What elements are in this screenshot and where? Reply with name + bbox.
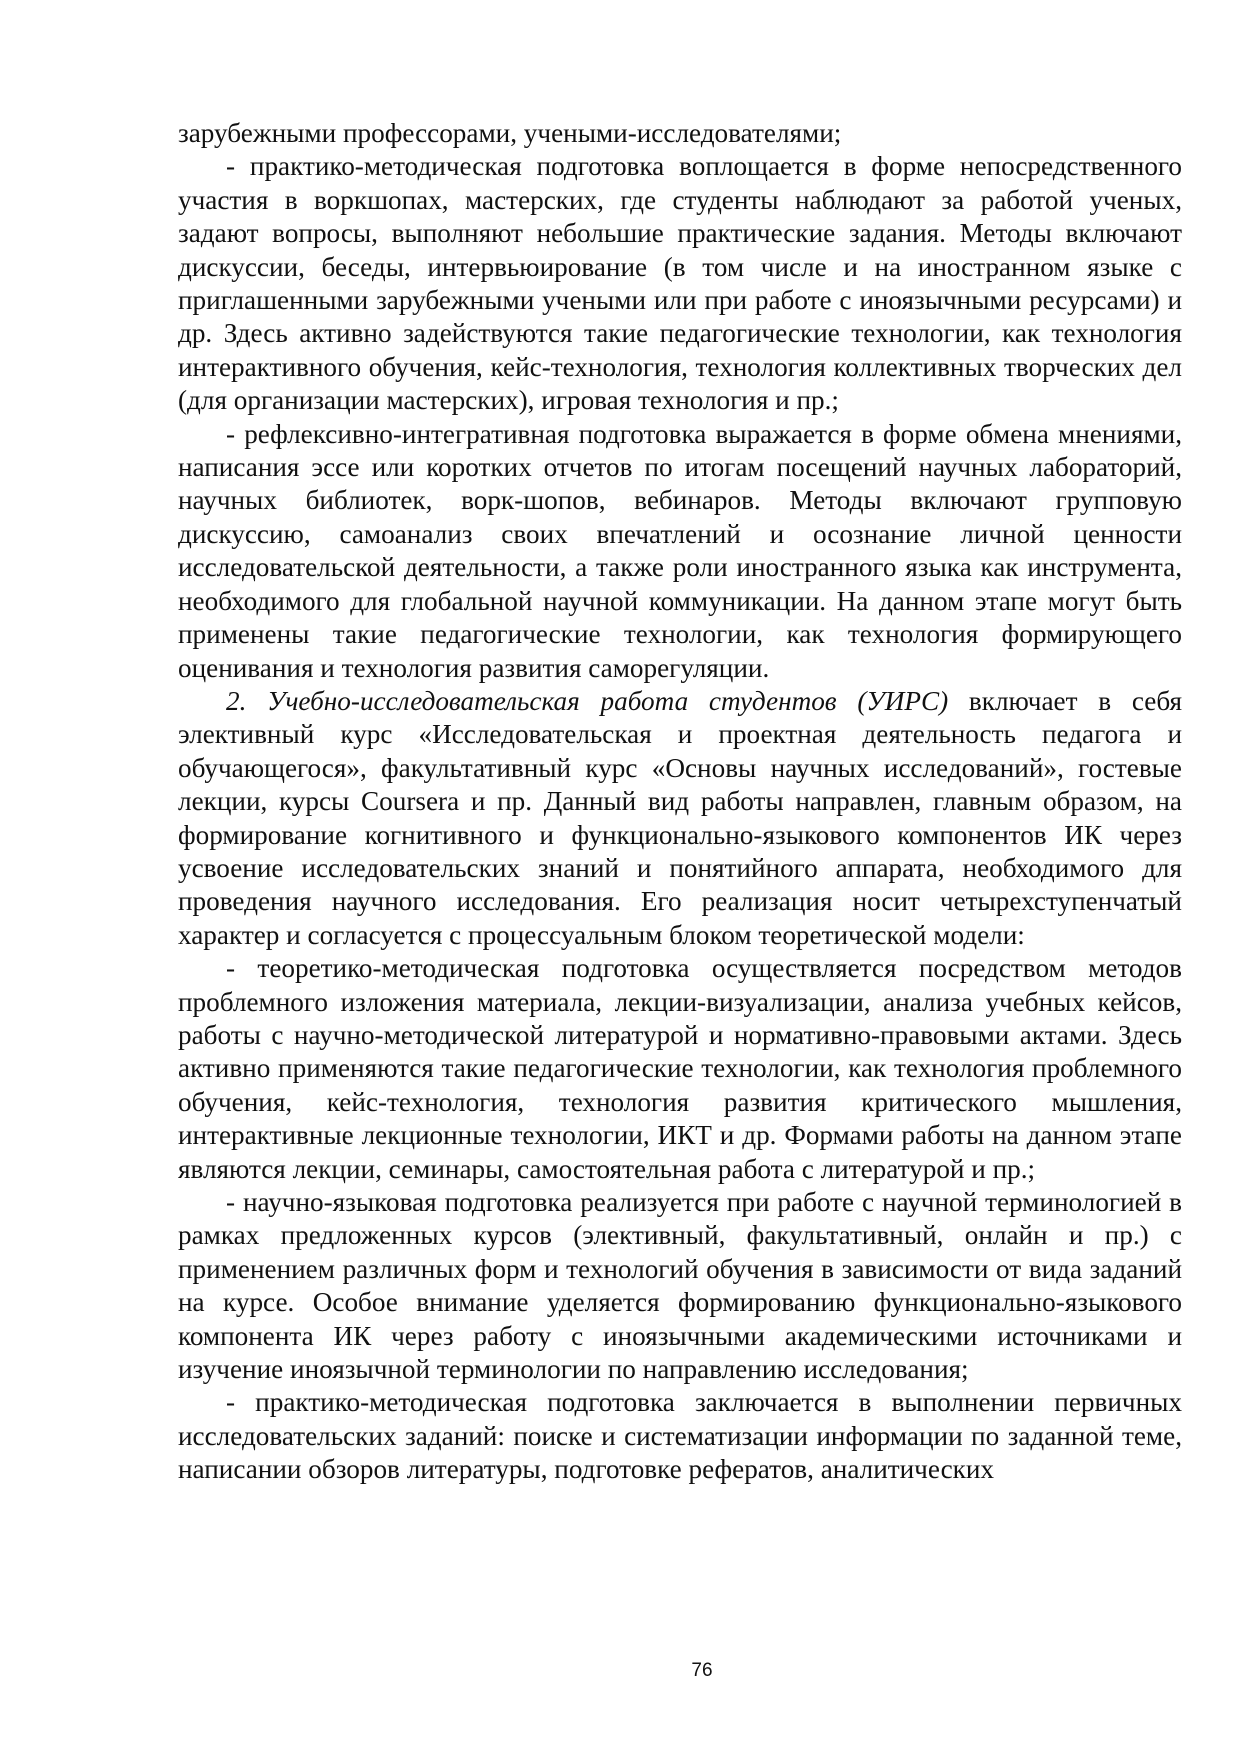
page-number: 76 — [691, 1660, 713, 1681]
paragraph-reflexive-integrative: - рефлексивно-интегративная подготовка выражается в форме обмена мнениями, написания эссе или коротких отчетов по итогам посещений научных лабораторий, научных библиотек, ворк-шопов, вебинаров. Методы включают групповую дискуссию, самоанализ своих впечатлений и осознание личной ценности исследовательской деятельности, а также роли иностранного языка как инструмента, необходимого для глобальной научной коммуникации. На данном этапе могут быть применены такие педагогические технологии, как технология формирующего оценивания и технология развития саморегуляции. — [178, 418, 1182, 683]
paragraph-uirs-heading: 2. Учебно-исследовательская работа студентов (УИРС) — [226, 685, 949, 716]
paragraph-continuation: зарубежными профессорами, учеными-исследователями; — [178, 118, 842, 148]
paragraph-practical-methodical-2: - практико-методическая подготовка заключается в выполнении первичных исследовательских заданий: поиске и систематизации информации по заданной теме, написании обзоров литературы, подготовке рефератов, аналитических — [178, 1387, 1182, 1485]
paragraph-theoretical-methodical: - теоретико-методическая подготовка осуществляется посредством методов проблемного изложения материала, лекции-визуализации, анализа учебных кейсов, работы с научно-методической литературой и нормативно-правовыми актами. Здесь активно применяются такие педагогические технологии, как технология проблемного обучения, кейс-технология, технология развития критического мышления, интерактивные лекционные технологии, ИКТ и др. Формами работы на данном этапе являются лекции, семинары, самостоятельная работа с литературой и пр.; — [178, 953, 1182, 1184]
paragraph-practical-methodical: - практико-методическая подготовка воплощается в форме непосредственного участия в воркшопах, мастерских, где студенты наблюдают за работой ученых, задают вопросы, выполняют небольшие практические задания. Методы включают дискуссии, беседы, интервьюирование (в том числе и на иностранном языке с приглашенными зарубежными учеными или при работе с иноязычными ресурсами) и др. Здесь активно задействуются такие педагогические технологии, как технология интерактивного обучения, кейс-технология, технология коллективных творческих дел (для организации мастерских), игровая технология и пр.; — [178, 151, 1182, 416]
paragraph-scientific-linguistic: - научно-языковая подготовка реализуется при работе с научной терминологией в рамках предложенных курсов (элективный, факультативный, онлайн и пр.) с применением различных форм и технологий обучения в зависимости от вида заданий на курсе. Особое внимание уделяется формированию функционально-языкового компонента ИК через работу с иноязычными академическими источниками и изучение иноязычной терминологии по направлению исследования; — [178, 1187, 1182, 1385]
document-body — [178, 117, 1182, 1487]
paragraph-uirs-text: включает в себя элективный курс «Исследовательская и проектная деятельность педагога и обучающегося», факультативный курс «Основы научных исследований», гостевые лекции, курсы Coursera и пр. Данный вид работы направлен, главным образом, на формирование когнитивного и функционально-языкового компонентов ИК через усвоение исследовательских знаний и понятийного аппарата, необходимого для проведения научного исследования. Его реализация носит четырехступенчатый характер и согласуется с процессуальным блоком теоретической модели: — [178, 685, 1183, 950]
page-number-container — [0, 1660, 1241, 1682]
paragraph-uirs — [178, 685, 1182, 952]
